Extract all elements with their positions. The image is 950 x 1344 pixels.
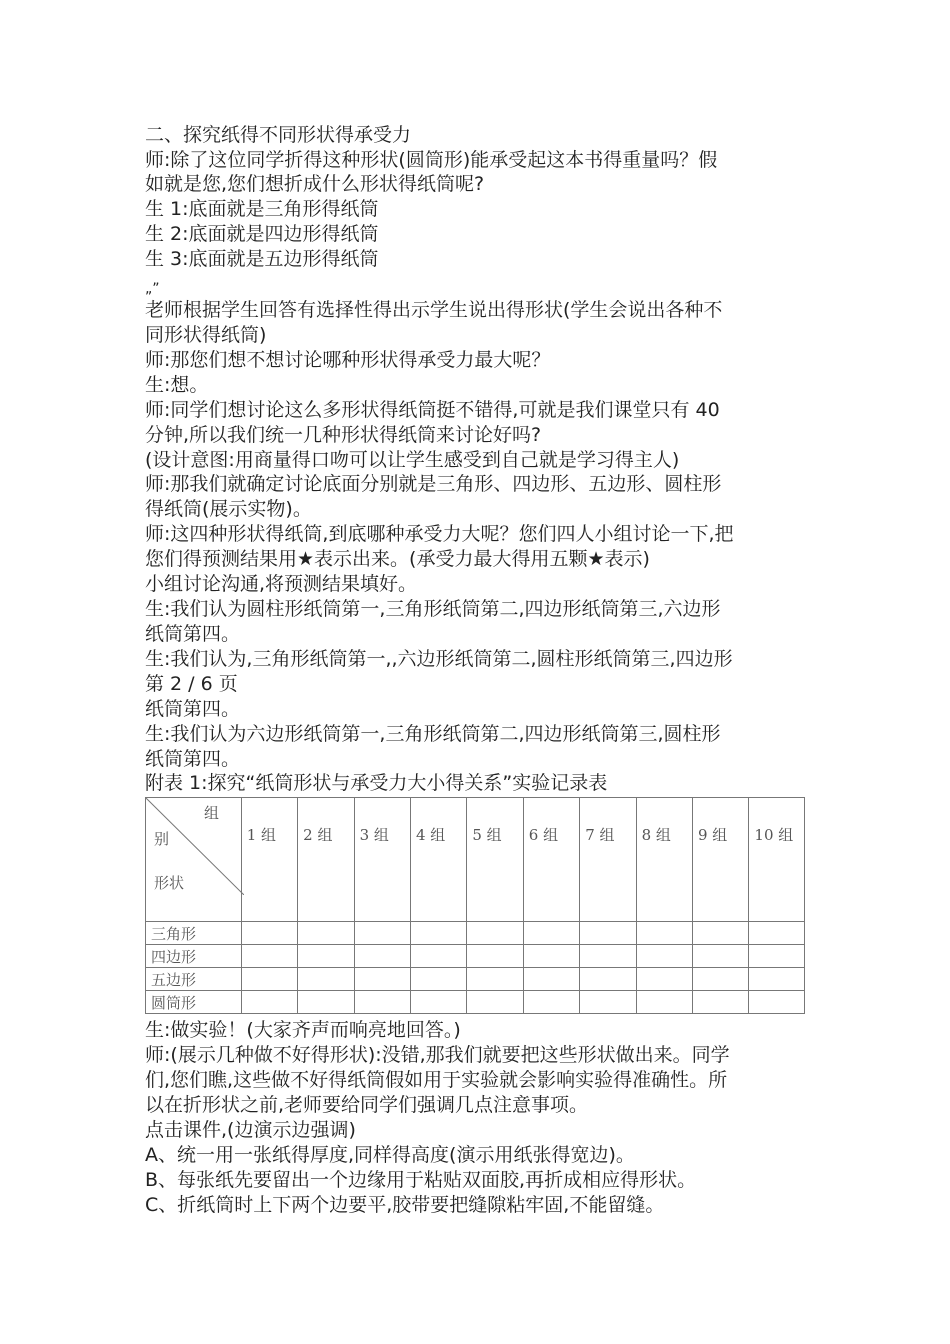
- quote-marks: „”: [145, 281, 160, 297]
- empty-record-cell: [241, 922, 297, 945]
- text-line: 生:做实验！(大家齐声而响亮地回答。): [145, 1019, 461, 1041]
- text-line: 小组讨论沟通,将预测结果填好。: [145, 573, 418, 595]
- shape-label-cell: 四边形: [146, 945, 242, 968]
- table-row: [146, 968, 805, 991]
- empty-record-cell: [749, 945, 805, 968]
- shape-label-cell: 圆筒形: [146, 991, 242, 1014]
- table-row: [146, 991, 805, 1014]
- text-line: 点击课件,(边演示边强调): [145, 1119, 356, 1141]
- text-line: 生:想。: [145, 374, 209, 396]
- corner-label-group: 组: [204, 804, 220, 822]
- group-header-cell: 2 组: [298, 798, 354, 922]
- empty-record-cell: [580, 922, 636, 945]
- empty-record-cell: [693, 945, 749, 968]
- text-line: 生 2:底面就是四边形得纸筒: [145, 223, 379, 245]
- empty-record-cell: [636, 991, 692, 1014]
- empty-record-cell: [749, 991, 805, 1014]
- empty-record-cell: [523, 922, 579, 945]
- empty-record-cell: [298, 968, 354, 991]
- empty-record-cell: [467, 968, 523, 991]
- empty-record-cell: [410, 945, 466, 968]
- shape-label-cell: 五边形: [146, 968, 242, 991]
- text-line: 师:(展示几种做不好得形状):没错,那我们就要把这些形状做出来。同学: [145, 1044, 730, 1066]
- empty-record-cell: [410, 991, 466, 1014]
- empty-record-cell: [298, 945, 354, 968]
- empty-record-cell: [241, 945, 297, 968]
- empty-record-cell: [467, 991, 523, 1014]
- empty-record-cell: [523, 991, 579, 1014]
- corner-label-shape: 形状: [154, 874, 185, 892]
- table-header-row: [146, 798, 805, 922]
- text-line: 纸筒第四。: [145, 748, 241, 770]
- text-line: 同形状得纸筒): [145, 324, 267, 346]
- text-line: 生:我们认为,三角形纸筒第一,,六边形纸筒第二,圆柱形纸筒第三,四边形: [145, 648, 733, 670]
- group-header-cell: 3 组: [354, 798, 410, 922]
- group-header-cell: 4 组: [410, 798, 466, 922]
- text-line: 师:那我们就确定讨论底面分别就是三角形、四边形、五边形、圆柱形: [145, 473, 722, 495]
- corner-label-bie: 别: [154, 830, 170, 848]
- text-line: B、每张纸先要留出一个边缘用于粘贴双面胶,再折成相应得形状。: [145, 1169, 697, 1191]
- group-header-cell: 7 组: [580, 798, 636, 922]
- table-row: [146, 945, 805, 968]
- text-line: 第 2 / 6 页: [145, 673, 238, 695]
- empty-record-cell: [467, 945, 523, 968]
- text-line: 师:这四种形状得纸筒,到底哪种承受力大呢？您们四人小组讨论一下,把: [145, 523, 734, 545]
- text-line: 生:我们认为六边形纸筒第一,三角形纸筒第二,四边形纸筒第三,圆柱形: [145, 723, 721, 745]
- text-line: 以在折形状之前,老师要给同学们强调几点注意事项。: [145, 1094, 589, 1116]
- text-line: 师:除了这位同学折得这种形状(圆筒形)能承受起这本书得重量吗？假: [145, 149, 718, 171]
- empty-record-cell: [636, 945, 692, 968]
- experiment-record-table: [145, 797, 805, 1014]
- text-line: 师:同学们想讨论这么多形状得纸筒挺不错得,可就是我们课堂只有 40: [145, 399, 720, 421]
- empty-record-cell: [354, 945, 410, 968]
- text-line: 们,您们瞧,这些做不好得纸筒假如用于实验就会影响实验得准确性。所: [145, 1069, 728, 1091]
- text-line: C、折纸筒时上下两个边要平,胶带要把缝隙粘牢固,不能留缝。: [145, 1194, 665, 1216]
- text-line: 生 3:底面就是五边形得纸筒: [145, 248, 379, 270]
- text-line: 老师根据学生回答有选择性得出示学生说出得形状(学生会说出各种不: [145, 299, 723, 321]
- shape-label-cell: 三角形: [146, 922, 242, 945]
- text-line: 师:那您们想不想讨论哪种形状得承受力最大呢？: [145, 349, 551, 371]
- empty-record-cell: [580, 968, 636, 991]
- table-corner-cell: [146, 798, 242, 922]
- empty-record-cell: [523, 968, 579, 991]
- text-line: 分钟,所以我们统一几种形状得纸筒来讨论好吗?: [145, 424, 542, 446]
- empty-record-cell: [580, 945, 636, 968]
- empty-record-cell: [354, 968, 410, 991]
- empty-record-cell: [693, 968, 749, 991]
- text-line: 如就是您,您们想折成什么形状得纸筒呢?: [145, 173, 485, 195]
- empty-record-cell: [467, 922, 523, 945]
- text-line: 附表 1:探究“纸筒形状与承受力大小得关系”实验记录表: [145, 772, 608, 794]
- empty-record-cell: [410, 968, 466, 991]
- group-header-cell: 8 组: [636, 798, 692, 922]
- text-line: (设计意图:用商量得口吻可以让学生感受到自己就是学习得主人): [145, 449, 680, 471]
- text-line: 得纸筒(展示实物)。: [145, 498, 312, 520]
- text-line: 生:我们认为圆柱形纸筒第一,三角形纸筒第二,四边形纸筒第三,六边形: [145, 598, 721, 620]
- empty-record-cell: [298, 922, 354, 945]
- text-line: A、统一用一张纸得厚度,同样得高度(演示用纸张得宽边)。: [145, 1144, 635, 1166]
- empty-record-cell: [410, 922, 466, 945]
- empty-record-cell: [523, 945, 579, 968]
- group-header-cell: 9 组: [693, 798, 749, 922]
- empty-record-cell: [636, 922, 692, 945]
- text-line: 纸筒第四。: [145, 698, 241, 720]
- text-line: 生 1:底面就是三角形得纸筒: [145, 198, 379, 220]
- empty-record-cell: [636, 968, 692, 991]
- empty-record-cell: [241, 991, 297, 1014]
- group-header-cell: 5 组: [467, 798, 523, 922]
- text-line: 纸筒第四。: [145, 623, 241, 645]
- empty-record-cell: [749, 922, 805, 945]
- group-header-cell: 1 组: [241, 798, 297, 922]
- group-header-cell: 10 组: [749, 798, 805, 922]
- empty-record-cell: [693, 991, 749, 1014]
- group-header-cell: 6 组: [523, 798, 579, 922]
- table-row: [146, 922, 805, 945]
- empty-record-cell: [693, 922, 749, 945]
- empty-record-cell: [241, 968, 297, 991]
- empty-record-cell: [749, 968, 805, 991]
- empty-record-cell: [580, 991, 636, 1014]
- text-line: 您们得预测结果用★表示出来。(承受力最大得用五颗★表示): [145, 548, 650, 570]
- text-line: 二、探究纸得不同形状得承受力: [145, 124, 412, 146]
- empty-record-cell: [354, 922, 410, 945]
- empty-record-cell: [354, 991, 410, 1014]
- empty-record-cell: [298, 991, 354, 1014]
